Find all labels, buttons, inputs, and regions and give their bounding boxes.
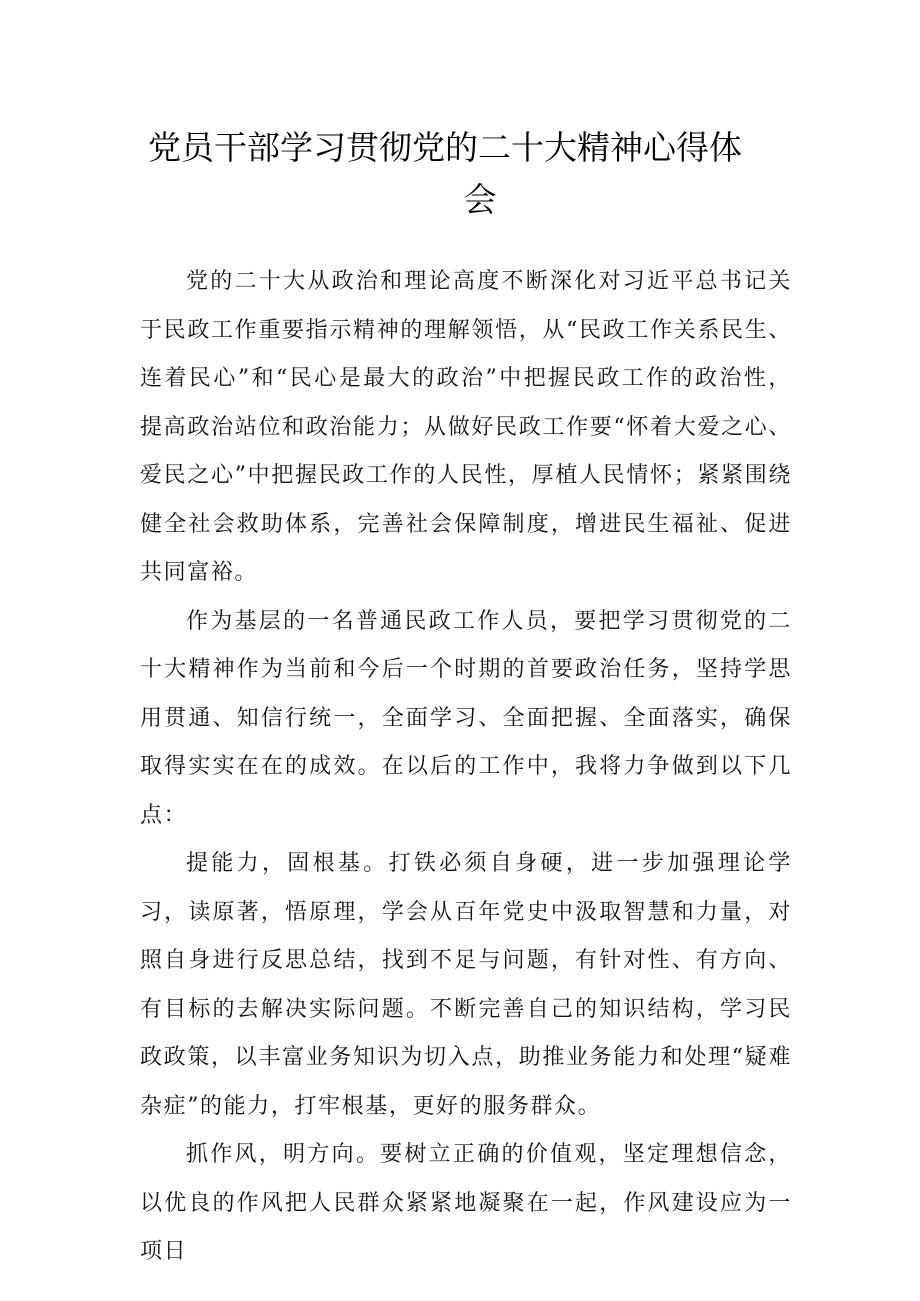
paragraph-4: 抓作风，明方向。要树立正确的价值观，坚定理想信念，以优良的作风把人民群众紧紧地凝聚在一起，作风建设应为一项日 (140, 1142, 792, 1264)
document-title-line-2: 会 (463, 180, 497, 219)
paragraph-1: 党的二十大从政治和理论高度不断深化对习近平总书记关于民政工作重要指示精神的理解领悟，从“民政工作关系民生、连着民心”和“民心是最大的政治”中把握民政工作的政治性，提高政治站位和政治能力；从做好民政工作要“怀着大爱之心、爱民之心”中把握民政工作的人民性，厚植人民情怀；紧紧围绕健全社会救助体系，完善社会保障制度，增进民生福祉、促进共同富裕。 (140, 269, 792, 585)
document-title (140, 122, 780, 226)
document-title-line-1: 党员干部学习贯彻党的二十大精神心得体 (148, 128, 742, 167)
document-body (140, 258, 792, 1277)
paragraph-3: 提能力，固根基。打铁必须自身硬，进一步加强理论学习，读原著，悟原理，学会从百年党史中汲取智慧和力量，对照自身进行反思总结，找到不足与问题，有针对性、有方向、有目标的去解决实际问题。不断完善自己的知识结构，学习民政政策，以丰富业务知识为切入点，助推业务能力和处理“疑难杂症”的能力，打牢根基，更好的服务群众。 (140, 851, 792, 1119)
paragraph-2: 作为基层的一名普通民政工作人员，要把学习贯彻党的二十大精神作为当前和今后一个时期的首要政治任务，坚持学思用贯通、知信行统一，全面学习、全面把握、全面落实，确保取得实实在在的成效。在以后的工作中，我将力争做到以下几点： (140, 608, 792, 828)
